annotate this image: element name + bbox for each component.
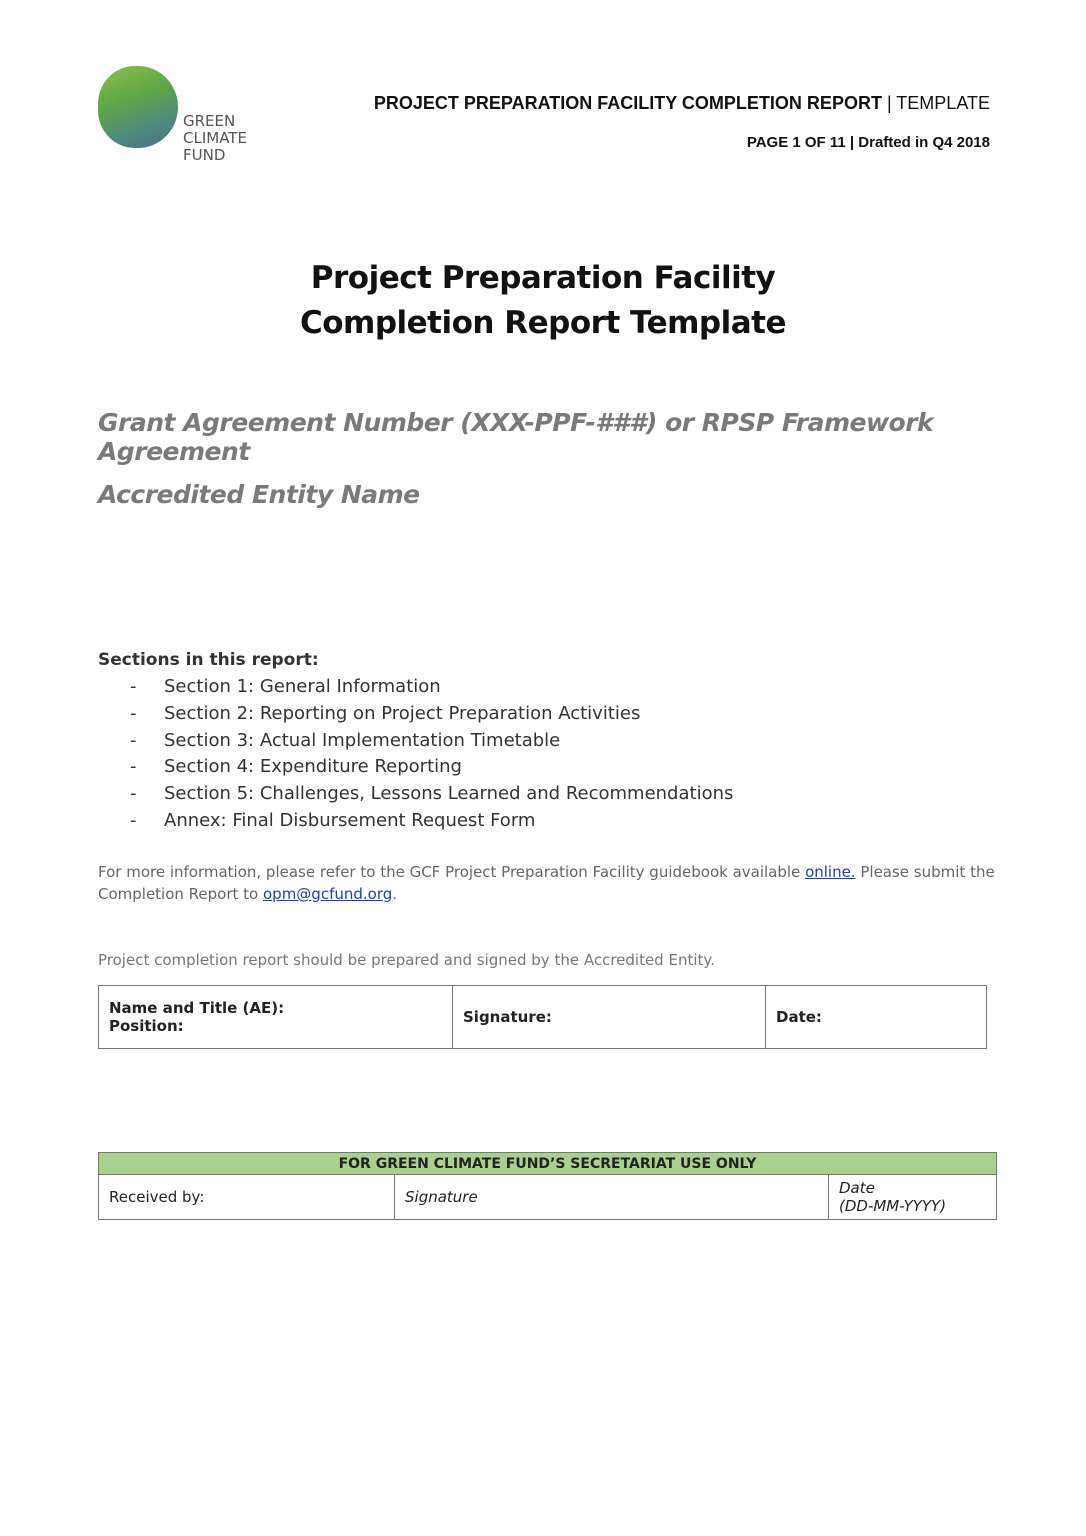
signature-label: Signature — [405, 1188, 478, 1206]
dash: - — [130, 756, 137, 778]
dash: - — [130, 702, 137, 724]
info-text: . — [392, 885, 398, 903]
position-label: Position: — [109, 1017, 184, 1035]
signing-note: Project completion report should be prepared and signed by the Accredited Entity. — [98, 951, 715, 969]
logo-word: FUND — [183, 146, 226, 164]
header-title — [374, 93, 990, 114]
list-item — [130, 781, 733, 808]
section-label: Annex: Final Disbursement Request Form — [164, 809, 536, 831]
list-item — [130, 754, 733, 781]
date-cell[interactable] — [766, 986, 987, 1049]
info-paragraph — [98, 861, 998, 905]
secretariat-table — [98, 1152, 997, 1220]
email-link[interactable]: opm@gcfund.org — [263, 885, 393, 903]
date-format-label: (DD-MM-YYYY) — [839, 1197, 947, 1215]
header-title-bold: PROJECT PREPARATION FACILITY COMPLETION REPORT — [373, 93, 882, 113]
list-item — [130, 701, 733, 728]
dash: - — [130, 783, 137, 805]
dash: - — [130, 809, 137, 831]
logo-text — [183, 113, 247, 164]
document-title — [0, 256, 1086, 346]
list-item — [130, 674, 733, 701]
date-cell[interactable] — [829, 1175, 997, 1220]
grant-agreement-number: Grant Agreement Number (XXX-PPF-###) or RPSP Framework Agreement — [98, 408, 934, 466]
header-title-suffix: | TEMPLATE — [881, 93, 990, 113]
ae-signature-table — [98, 985, 987, 1049]
section-label: Section 1: General Information — [164, 676, 441, 697]
gcf-logo-icon — [98, 66, 178, 148]
info-text: For more information, please refer to the GCF Project Preparation Facility guidebook available — [98, 863, 806, 881]
name-title-cell[interactable] — [99, 986, 453, 1049]
section-label: Section 2: Reporting on Project Preparation Activities — [164, 702, 641, 724]
list-item — [130, 808, 733, 835]
list-item — [130, 728, 733, 755]
signature-cell[interactable] — [395, 1175, 829, 1220]
section-label: Section 3: Actual Implementation Timetable — [164, 729, 561, 751]
secretariat-heading: FOR GREEN CLIMATE FUND’S SECRETARIAT USE ONLY — [99, 1153, 997, 1175]
received-by-cell[interactable] — [99, 1175, 395, 1220]
sections-heading: Sections in this report: — [98, 650, 319, 670]
date-label: Date: — [776, 1008, 822, 1026]
online-link[interactable]: online. — [805, 863, 856, 881]
section-label: Section 4: Expenditure Reporting — [164, 756, 462, 778]
dash: - — [130, 729, 137, 751]
date-label: Date — [839, 1179, 875, 1197]
name-title-label: Name and Title (AE): — [109, 999, 285, 1017]
logo-word: CLIMATE — [183, 129, 247, 147]
section-label: Section 5: Challenges, Lessons Learned and Recommendations — [164, 783, 734, 805]
page-info: PAGE 1 OF 11 | Drafted in Q4 2018 — [746, 134, 990, 151]
title-line: Completion Report Template — [299, 305, 786, 341]
logo-word: GREEN — [183, 112, 236, 130]
info-text: Please submit the Completion Report to — [98, 863, 995, 903]
sections-list — [130, 674, 733, 835]
signature-cell[interactable] — [453, 986, 766, 1049]
received-by-label: Received by: — [109, 1188, 205, 1206]
dash: - — [130, 676, 137, 697]
accredited-entity-name: Accredited Entity Name — [98, 480, 420, 509]
signature-label: Signature: — [463, 1008, 552, 1026]
title-line: Project Preparation Facility — [310, 260, 776, 296]
